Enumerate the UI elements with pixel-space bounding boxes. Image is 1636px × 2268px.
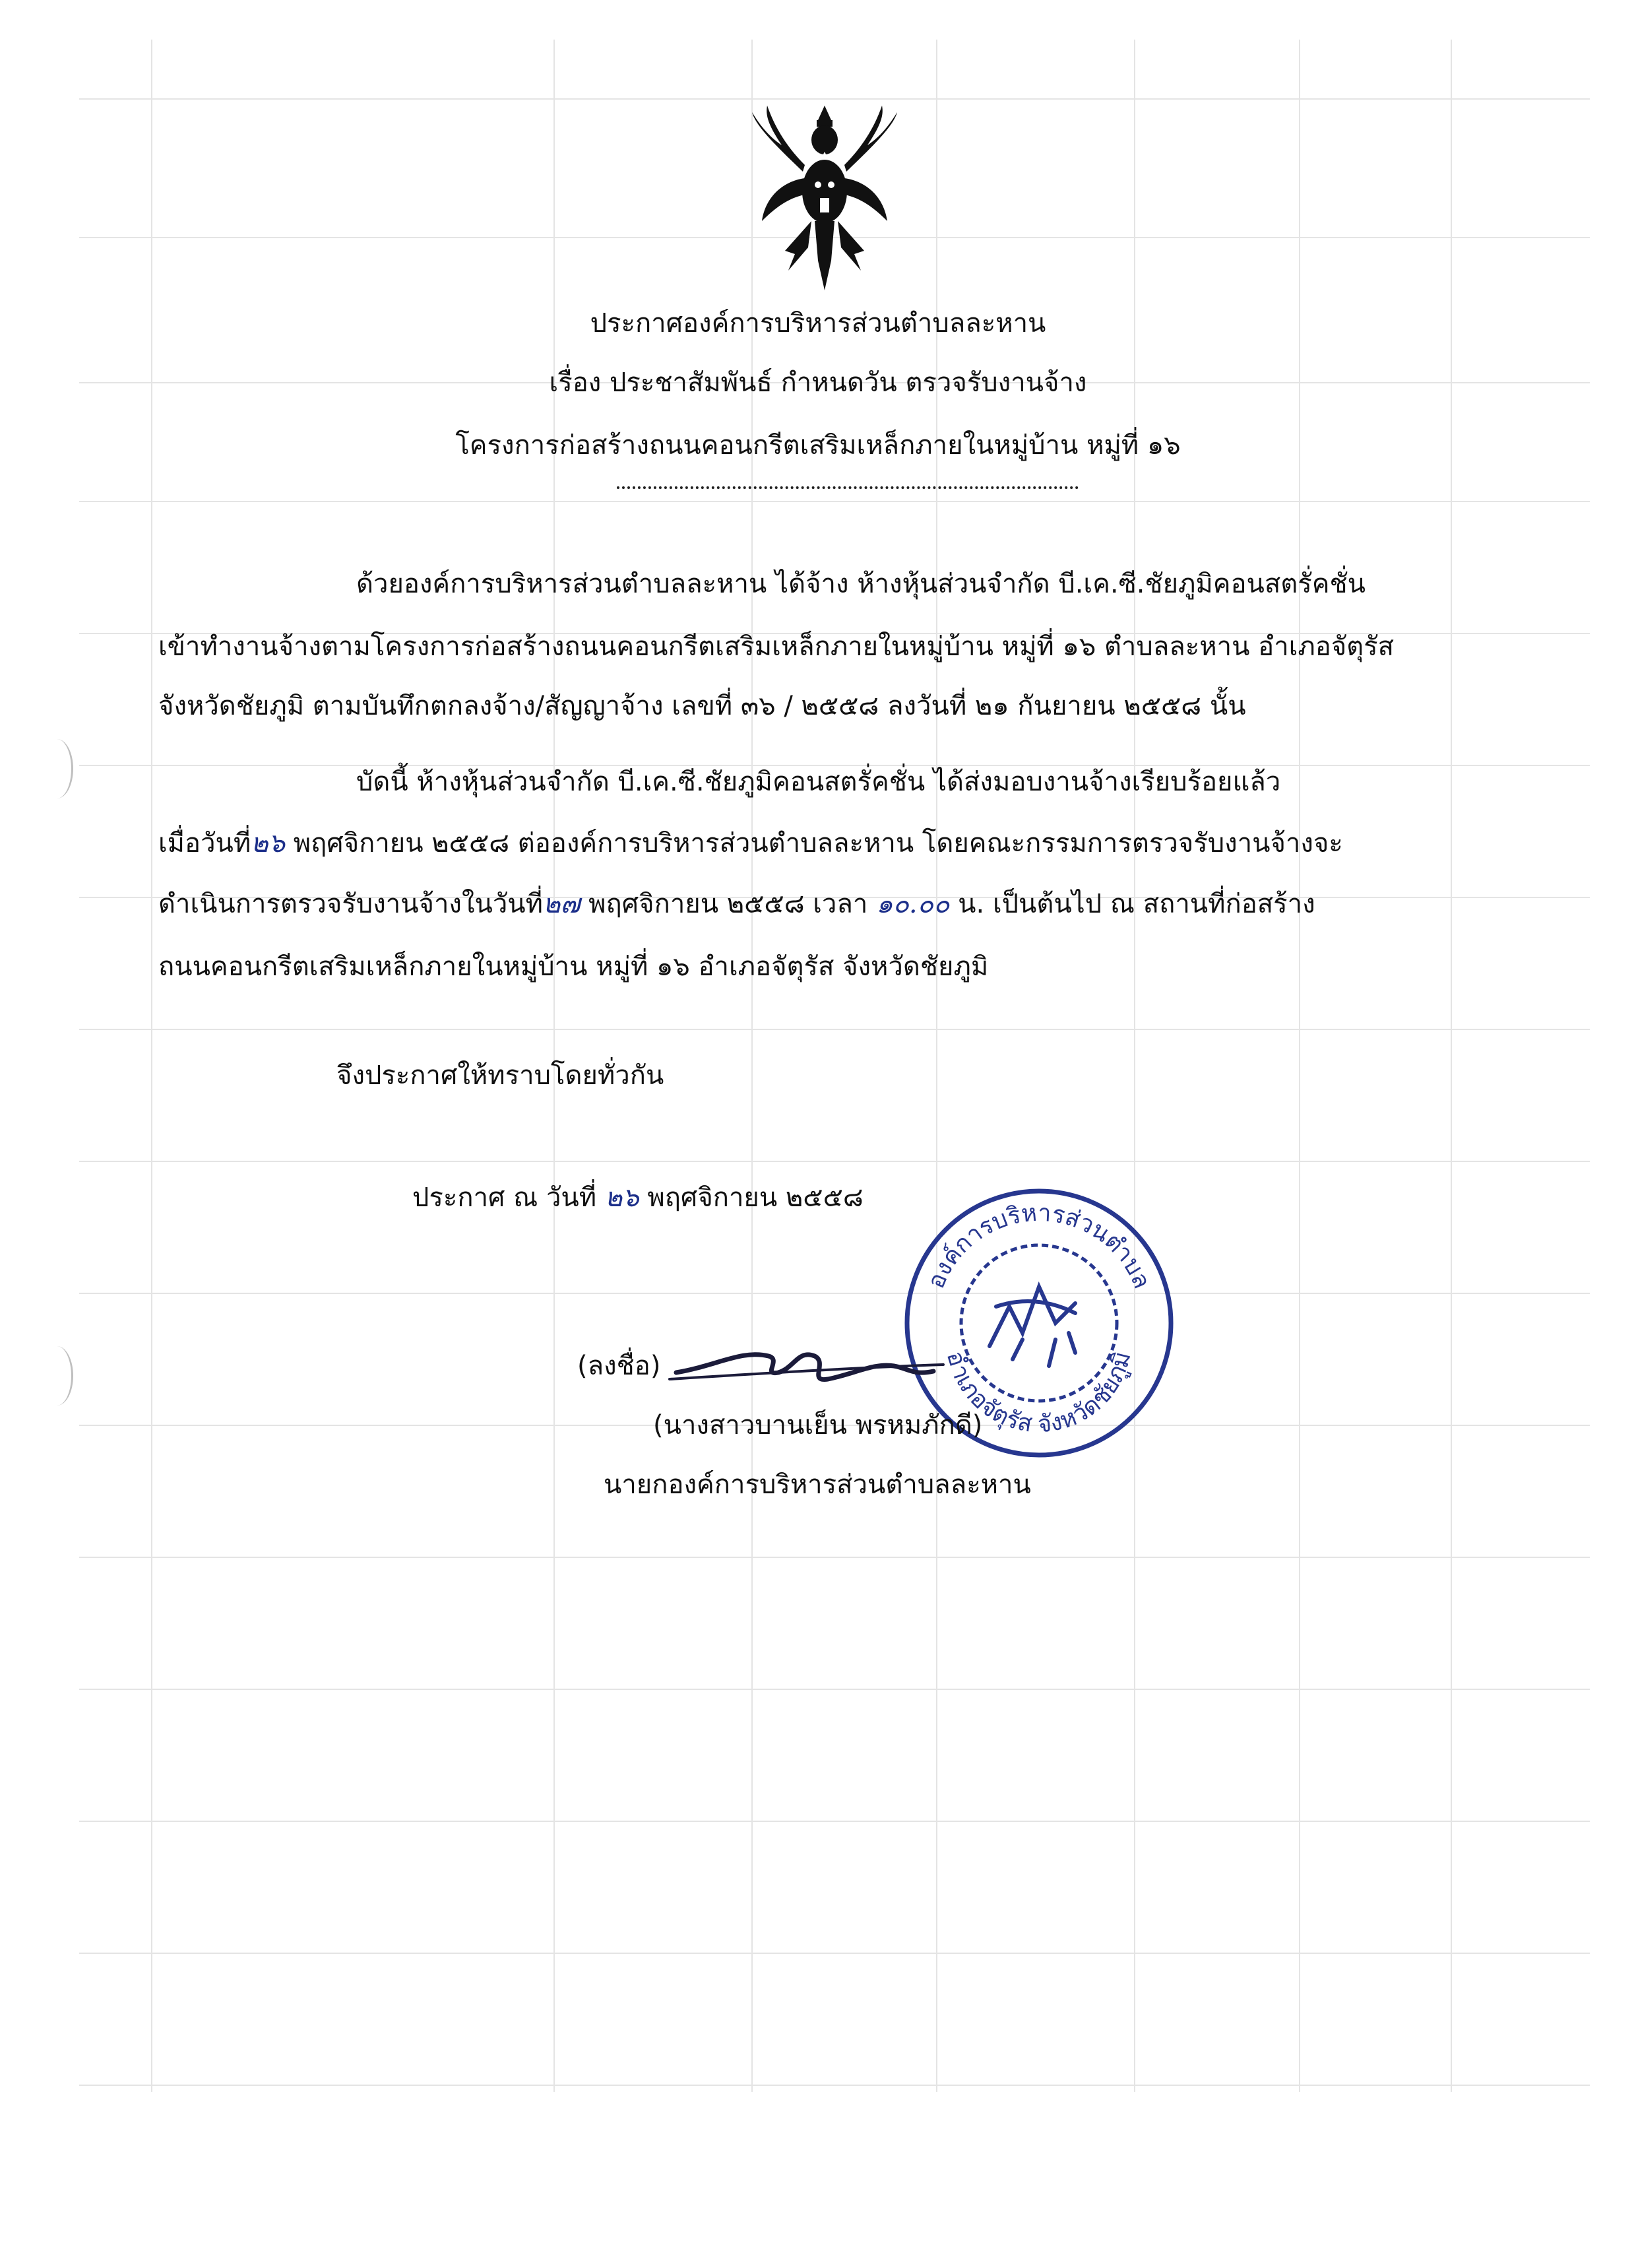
para2-line3-suffix: น. เป็นต้นไป ณ สถานที่ก่อสร้าง — [949, 889, 1315, 919]
seal-bottom-text: อำเภอจัตุรัส จังหวัดชัยภูมิ — [941, 1347, 1137, 1439]
handwritten-announce-day: ๒๖ — [604, 1183, 639, 1213]
signer-name: (นางสาวบานเย็น พรหมภักดี) — [653, 1410, 983, 1441]
para2-line4: ถนนคอนกรีตเสริมเหล็กภายในหมู่บ้าน หมู่ที่ ๑๖ อำเภอจัตุรัส จังหวัดชัยภูมิ — [158, 952, 989, 982]
header-project: โครงการก่อสร้างถนนคอนกรีตเสริมเหล็กภายในหมู่บ้าน หมู่ที่ ๑๖ — [455, 430, 1181, 461]
para1-line2: เข้าทำงานจ้างตามโครงการก่อสร้างถนนคอนกรีตเสริมเหล็กภายในหมู่บ้าน หมู่ที่ ๑๖ ตำบลละหาน อำเภอจัตุรัส — [158, 632, 1395, 662]
para1-line3: จังหวัดชัยภูมิ ตามบันทึกตกลงจ้าง/สัญญาจ้าง เลขที่ ๓๖ / ๒๕๕๘ ลงวันที่ ๒๑ กันยายน ๒๕๕๘ นั้น — [158, 691, 1246, 721]
para2-line3-prefix: ดำเนินการตรวจรับงานจ้างในวันที่ — [158, 889, 544, 919]
para1-line1: ด้วยองค์การบริหารส่วนตำบลละหาน ได้จ้าง ห้างหุ้นส่วนจำกัด บี.เค.ซี.ชัยภูมิคอนสตรั่คชั่น — [356, 569, 1366, 599]
para2-line2 — [158, 827, 1343, 860]
bleed-through-table — [79, 40, 1590, 2092]
handwritten-delivery-day: ๒๖ — [251, 828, 285, 859]
para2-line1: บัดนี้ ห้างหุ้นส่วนจำกัด บี.เค.ซี.ชัยภูมิคอนสตรั่คชั่น ได้ส่งมอบงานจ้างเรียบร้อยแล้ว — [356, 767, 1281, 797]
signature-label: (ลงชื่อ) — [577, 1351, 661, 1381]
header-org-title: ประกาศองค์การบริหารส่วนตำบลละหาน — [590, 308, 1046, 339]
handwritten-inspection-day: ๒๗ — [543, 889, 581, 919]
para2-line2-suffix: พฤศจิกายน ๒๕๕๘ ต่อองค์การบริหารส่วนตำบลละหาน โดยคณะกรรมการตรวจรับงานจ้างจะ — [285, 828, 1343, 859]
dotted-divider — [617, 486, 1079, 489]
punch-hole — [41, 739, 73, 798]
closing-statement: จึงประกาศให้ทราบโดยทั่วกัน — [336, 1060, 664, 1091]
signer-position: นายกองค์การบริหารส่วนตำบลละหาน — [604, 1470, 1031, 1500]
header-subject: เรื่อง ประชาสัมพันธ์ กำหนดวัน ตรวจรับงานจ้าง — [549, 368, 1087, 398]
handwritten-signature — [663, 1326, 947, 1399]
announce-date — [412, 1181, 864, 1214]
para2-line2-prefix: เมื่อวันที่ — [158, 828, 251, 859]
para2-line3-middle: พฤศจิกายน ๒๕๕๘ เวลา — [580, 889, 877, 919]
garuda-emblem-icon — [749, 99, 900, 297]
para2-line3 — [158, 888, 1315, 921]
announce-suffix: พฤศจิกายน ๒๕๕๘ — [639, 1183, 864, 1213]
punch-hole — [41, 1346, 73, 1406]
seal-top-text: องค์การบริหารส่วนตำบล — [922, 1199, 1156, 1293]
handwritten-inspection-time: ๑๐.๐๐ — [876, 889, 950, 919]
announce-prefix: ประกาศ ณ วันที่ — [412, 1183, 605, 1213]
